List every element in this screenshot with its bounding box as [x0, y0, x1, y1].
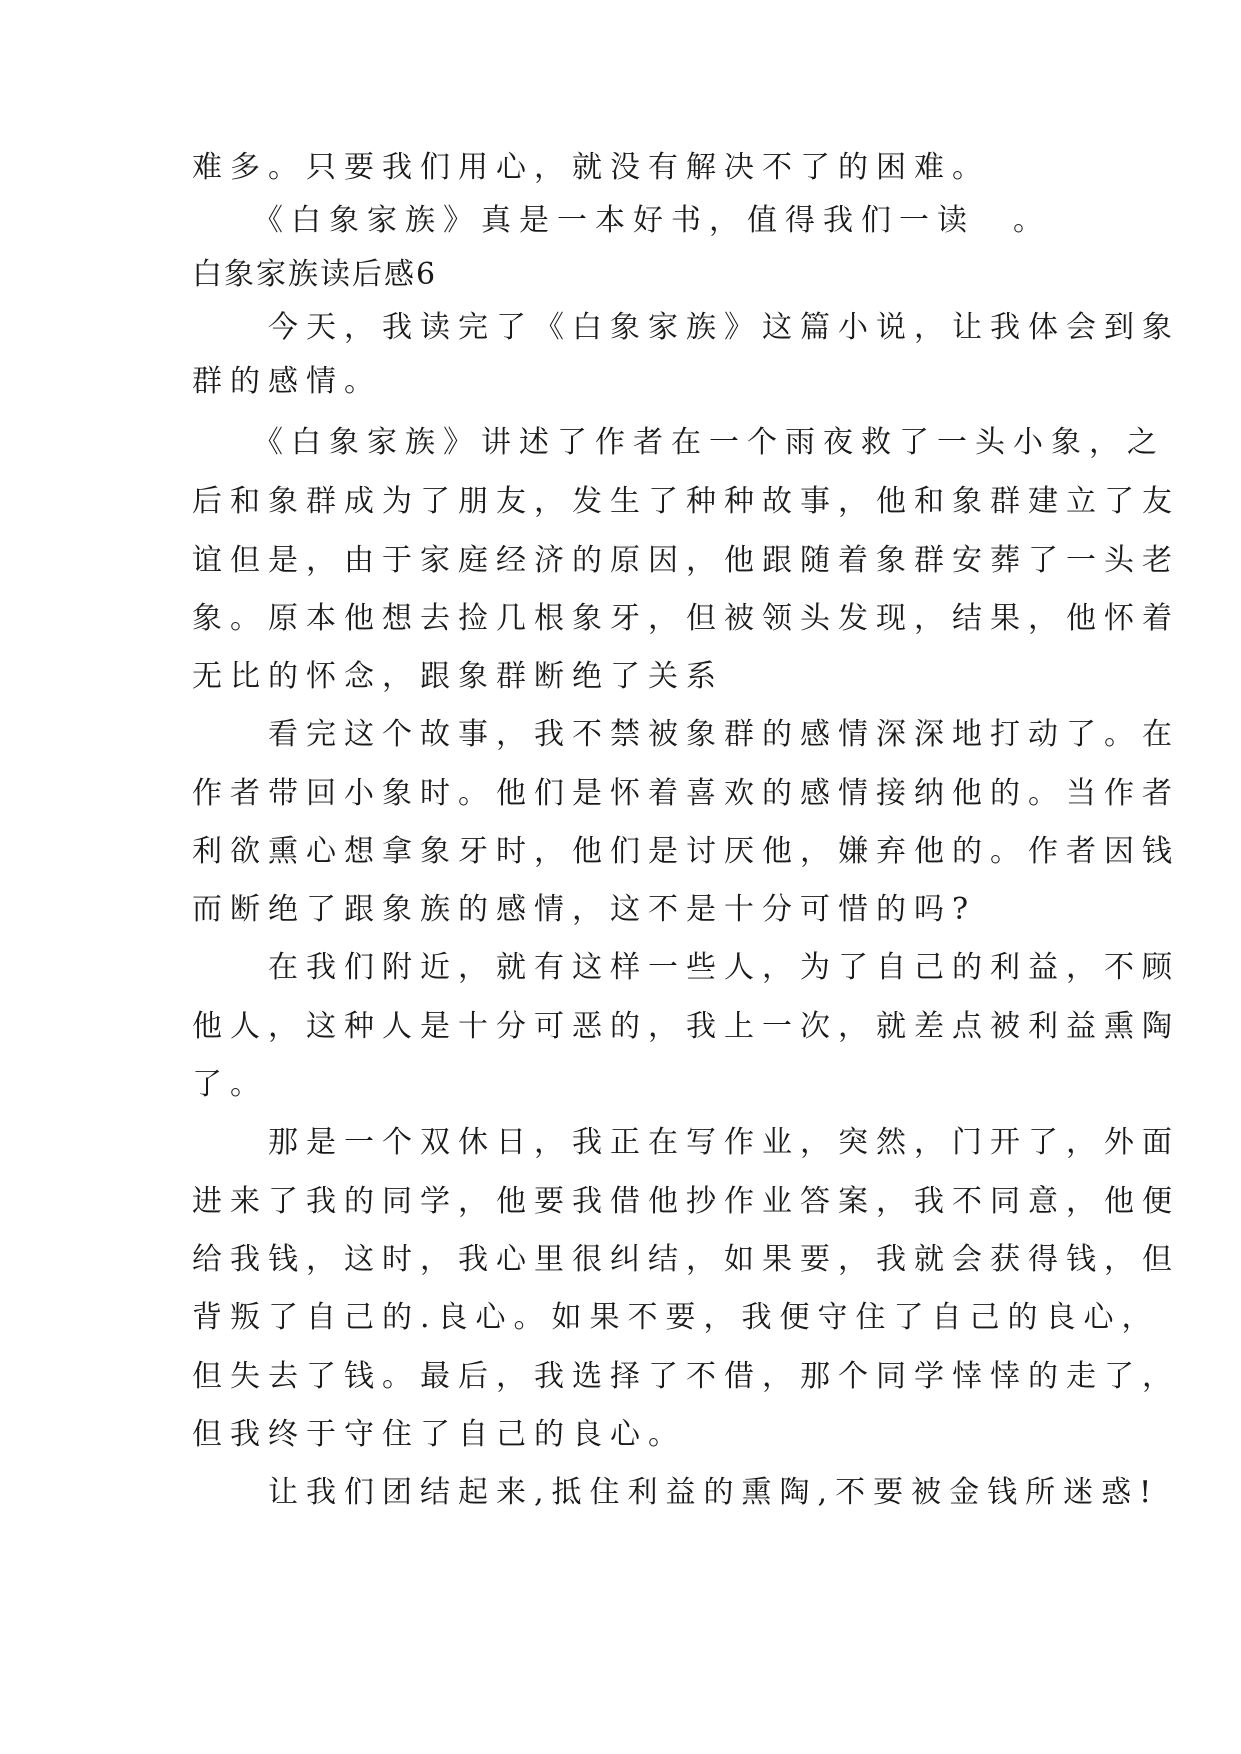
text-line: 后和象群成为了朋友，发生了种种故事，他和象群建立了友 [192, 484, 1180, 519]
text-line: 象。原本他想去捡几根象牙，但被领头发现，结果，他怀着 [192, 601, 1180, 636]
text-line: 群的感情。 [192, 364, 382, 399]
text-line: 《白象家族》真是一本好书，值得我们一读 。 [192, 203, 1051, 238]
text-line: 而断绝了跟象族的感情，这不是十分可惜的吗? [192, 892, 977, 927]
text-line: 但失去了钱。最后，我选择了不借，那个同学悻悻的走了， [192, 1359, 1180, 1394]
text-line: 谊但是，由于家庭经济的原因，他跟随着象群安葬了一头老 [192, 543, 1180, 578]
text-line: 难多。只要我们用心，就没有解决不了的困难。 [192, 150, 990, 185]
section-heading: 白象家族读后感6 [192, 257, 438, 292]
text-line: 背叛了自己的.良心。如果不要，我便守住了自己的良心， [192, 1300, 1160, 1335]
text-line: 他人，这种人是十分可恶的，我上一次，就差点被利益熏陶 [192, 1009, 1180, 1044]
text-line: 在我们附近，就有这样一些人，为了自己的利益，不顾 [192, 950, 1180, 985]
text-line: 今天，我读完了《白象家族》这篇小说，让我体会到象 [192, 310, 1180, 345]
text-line: 了。 [192, 1067, 268, 1102]
text-line: 作者带回小象时。他们是怀着喜欢的感情接纳他的。当作者 [192, 776, 1180, 811]
text-line: 进来了我的同学，他要我借他抄作业答案，我不同意，他便 [192, 1184, 1180, 1219]
text-line: 但我终于守住了自己的良心。 [192, 1417, 686, 1452]
text-line: 利欲熏心想拿象牙时，他们是讨厌他，嫌弃他的。作者因钱 [192, 834, 1180, 869]
text-line: 给我钱，这时，我心里很纠结，如果要，我就会获得钱，但 [192, 1242, 1180, 1277]
text-line: 看完这个故事，我不禁被象群的感情深深地打动了。在 [192, 717, 1180, 752]
text-line: 《白象家族》讲述了作者在一个雨夜救了一头小象，之 [192, 425, 1165, 460]
text-line: 那是一个双休日，我正在写作业，突然，门开了，外面 [192, 1125, 1180, 1160]
text-line: 让我们团结起来,抵住利益的熏陶,不要被金钱所迷惑! [192, 1475, 1160, 1510]
text-line: 无比的怀念，跟象群断绝了关系 [192, 659, 724, 694]
